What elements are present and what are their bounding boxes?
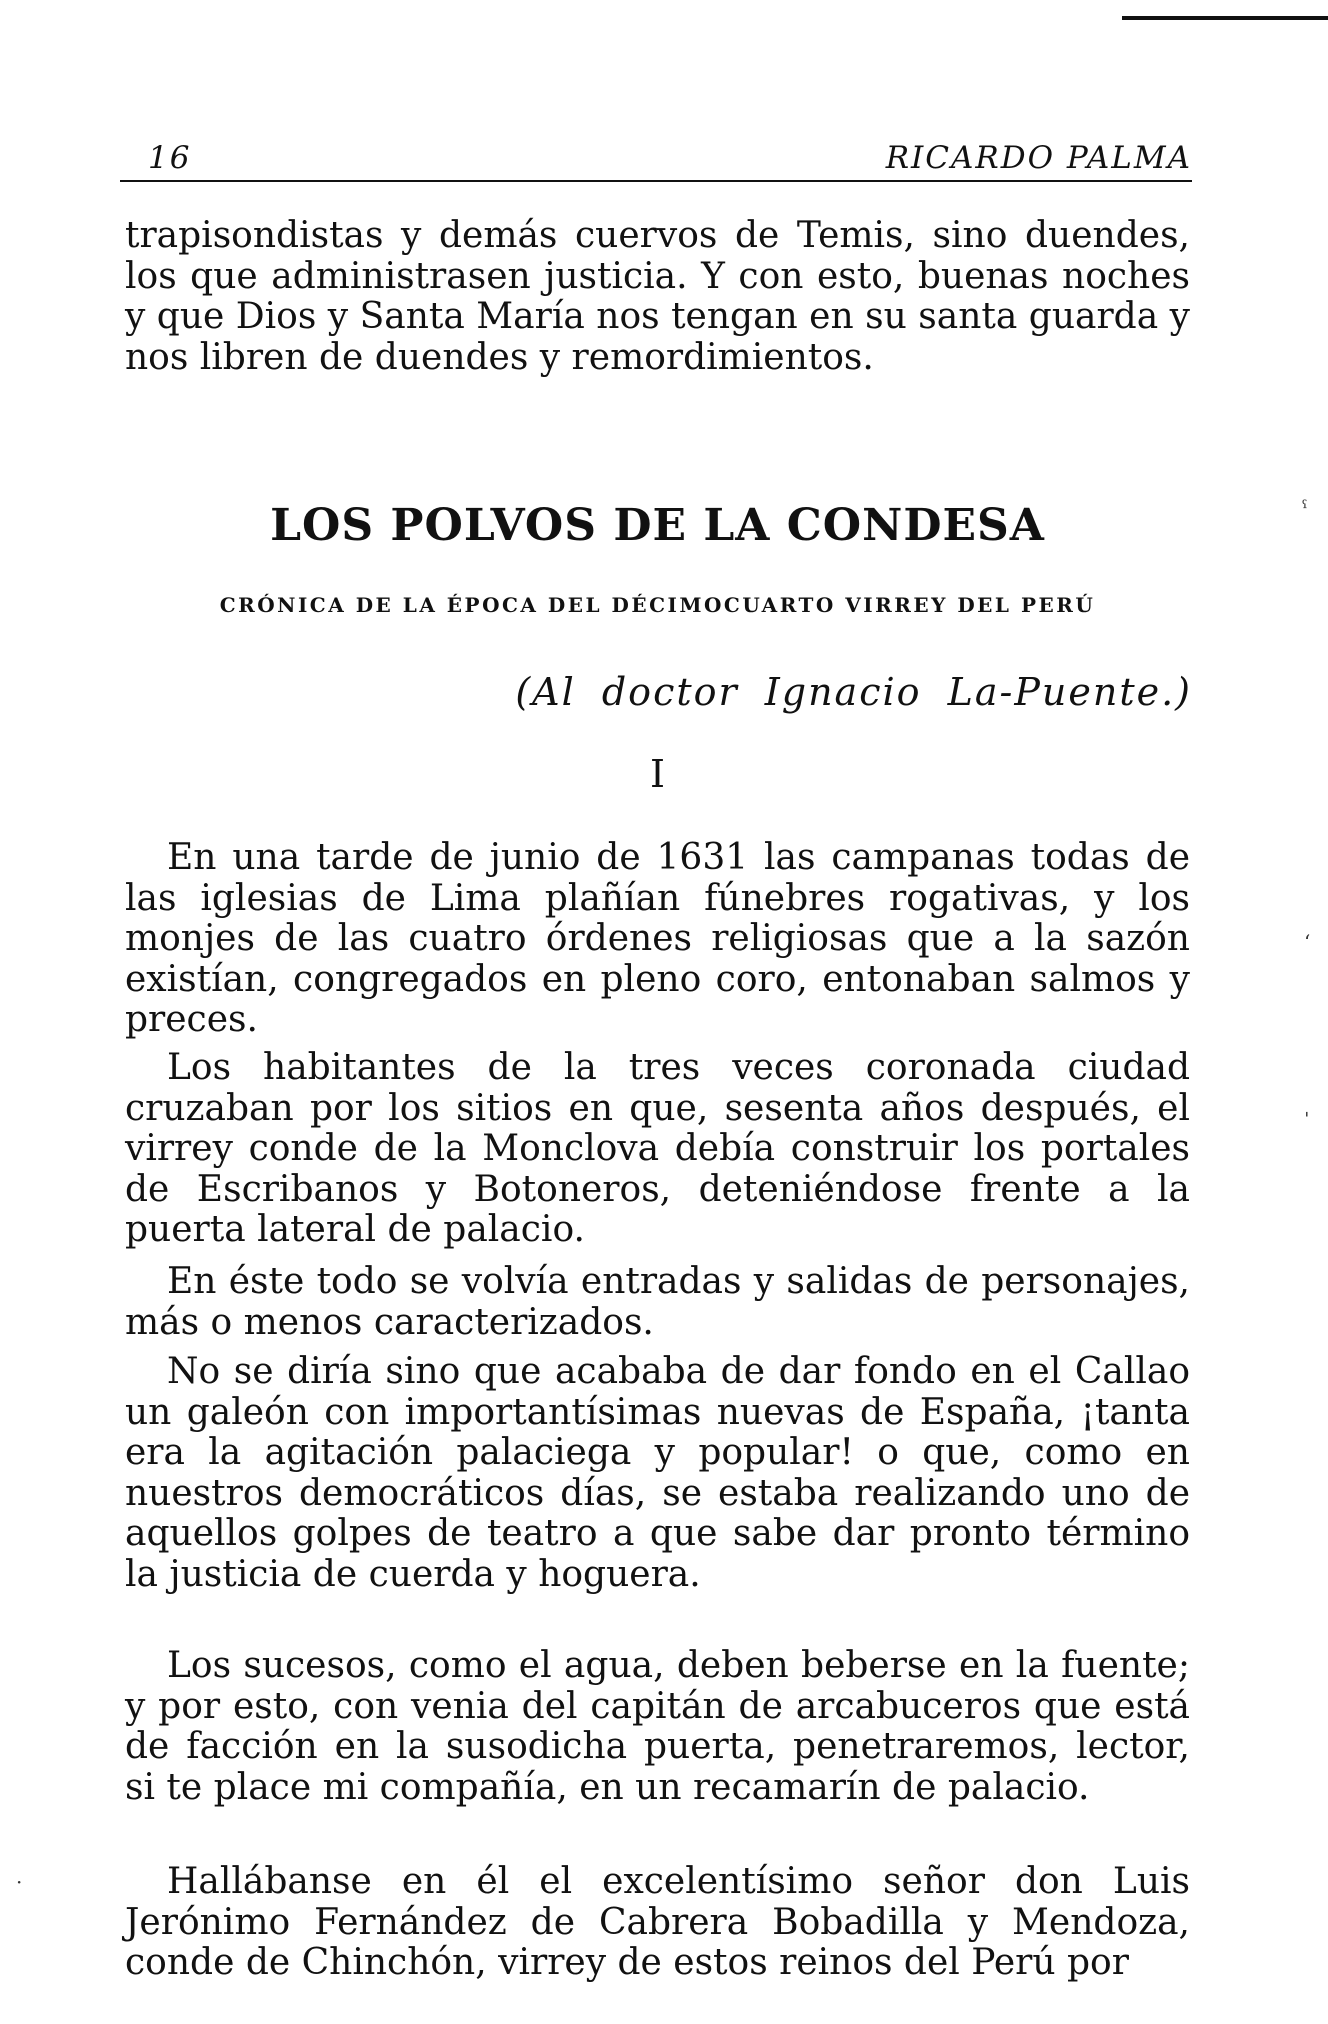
section-number: I — [649, 752, 665, 796]
body-paragraph: En una tarde de junio de 1631 las campanas todas de las iglesias de Lima plañían fúnebres rogativas, y los monjes de las cuatro órdenes religiosas que a la sazón existían, congregados en pleno coro, entonaban salmos y preces. — [125, 837, 1190, 1040]
body-paragraph: Hallábanse en él el excelentísimo señor don Luis Jerónimo Fernández de Cabrera Bobadilla y Mendoza, conde de Chinchón, virrey de estos reinos del Perú por — [125, 1861, 1190, 1983]
dedication: (Al doctor Ignacio La-Puente.) — [515, 670, 1192, 714]
margin-speck: ˤ — [1302, 496, 1308, 520]
top-edge-rule — [1122, 16, 1328, 20]
body-paragraph: En éste todo se volvía entradas y salidas de personajes, más o menos caracterizados. — [125, 1261, 1190, 1343]
intro-paragraph: trapisondistas y demás cuervos de Temis, sino duendes, los que administrasen justicia. Y con esto, buenas noches y que Dios y Santa María nos tengan en su santa guarda y nos libren de duendes y remordimientos. — [125, 215, 1190, 378]
margin-speck: ʻ — [1304, 930, 1311, 954]
chapter-subtitle: CRÓNICA DE LA ÉPOCA DEL DÉCIMOCUARTO VIRREY DEL PERÚ — [219, 593, 1096, 617]
body-paragraph: No se diría sino que acababa de dar fondo en el Callao un galeón con importantísimas nuevas de España, ¡tanta era la agitación palaciega y popular! o que, como en nuestros democráticos días, se estaba realizando uno de aquellos golpes de teatro a que sabe dar pronto término la justicia de cuerda y hoguera. — [125, 1351, 1190, 1595]
margin-speck: ˈ — [1304, 1108, 1310, 1132]
running-head: RICARDO PALMA — [885, 140, 1192, 176]
margin-speck: · — [16, 1870, 23, 1894]
chapter-title: LOS POLVOS DE LA CONDESA — [270, 500, 1045, 551]
page-header — [120, 140, 1192, 182]
body-paragraph: Los habitantes de la tres veces coronada ciudad cruzaban por los sitios en que, sesenta años después, el virrey conde de la Monclova debía construir los portales de Escribanos y Botoneros, deteniéndose frente a la puerta lateral de palacio. — [125, 1047, 1190, 1250]
body-paragraph: Los sucesos, como el agua, deben beberse en la fuente; y por esto, con venia del capitán de arcabuceros que está de facción en la susodicha puerta, penetraremos, lector, si te place mi compañía, en un recamarín de palacio. — [125, 1645, 1190, 1808]
page-number: 16 — [148, 140, 192, 176]
